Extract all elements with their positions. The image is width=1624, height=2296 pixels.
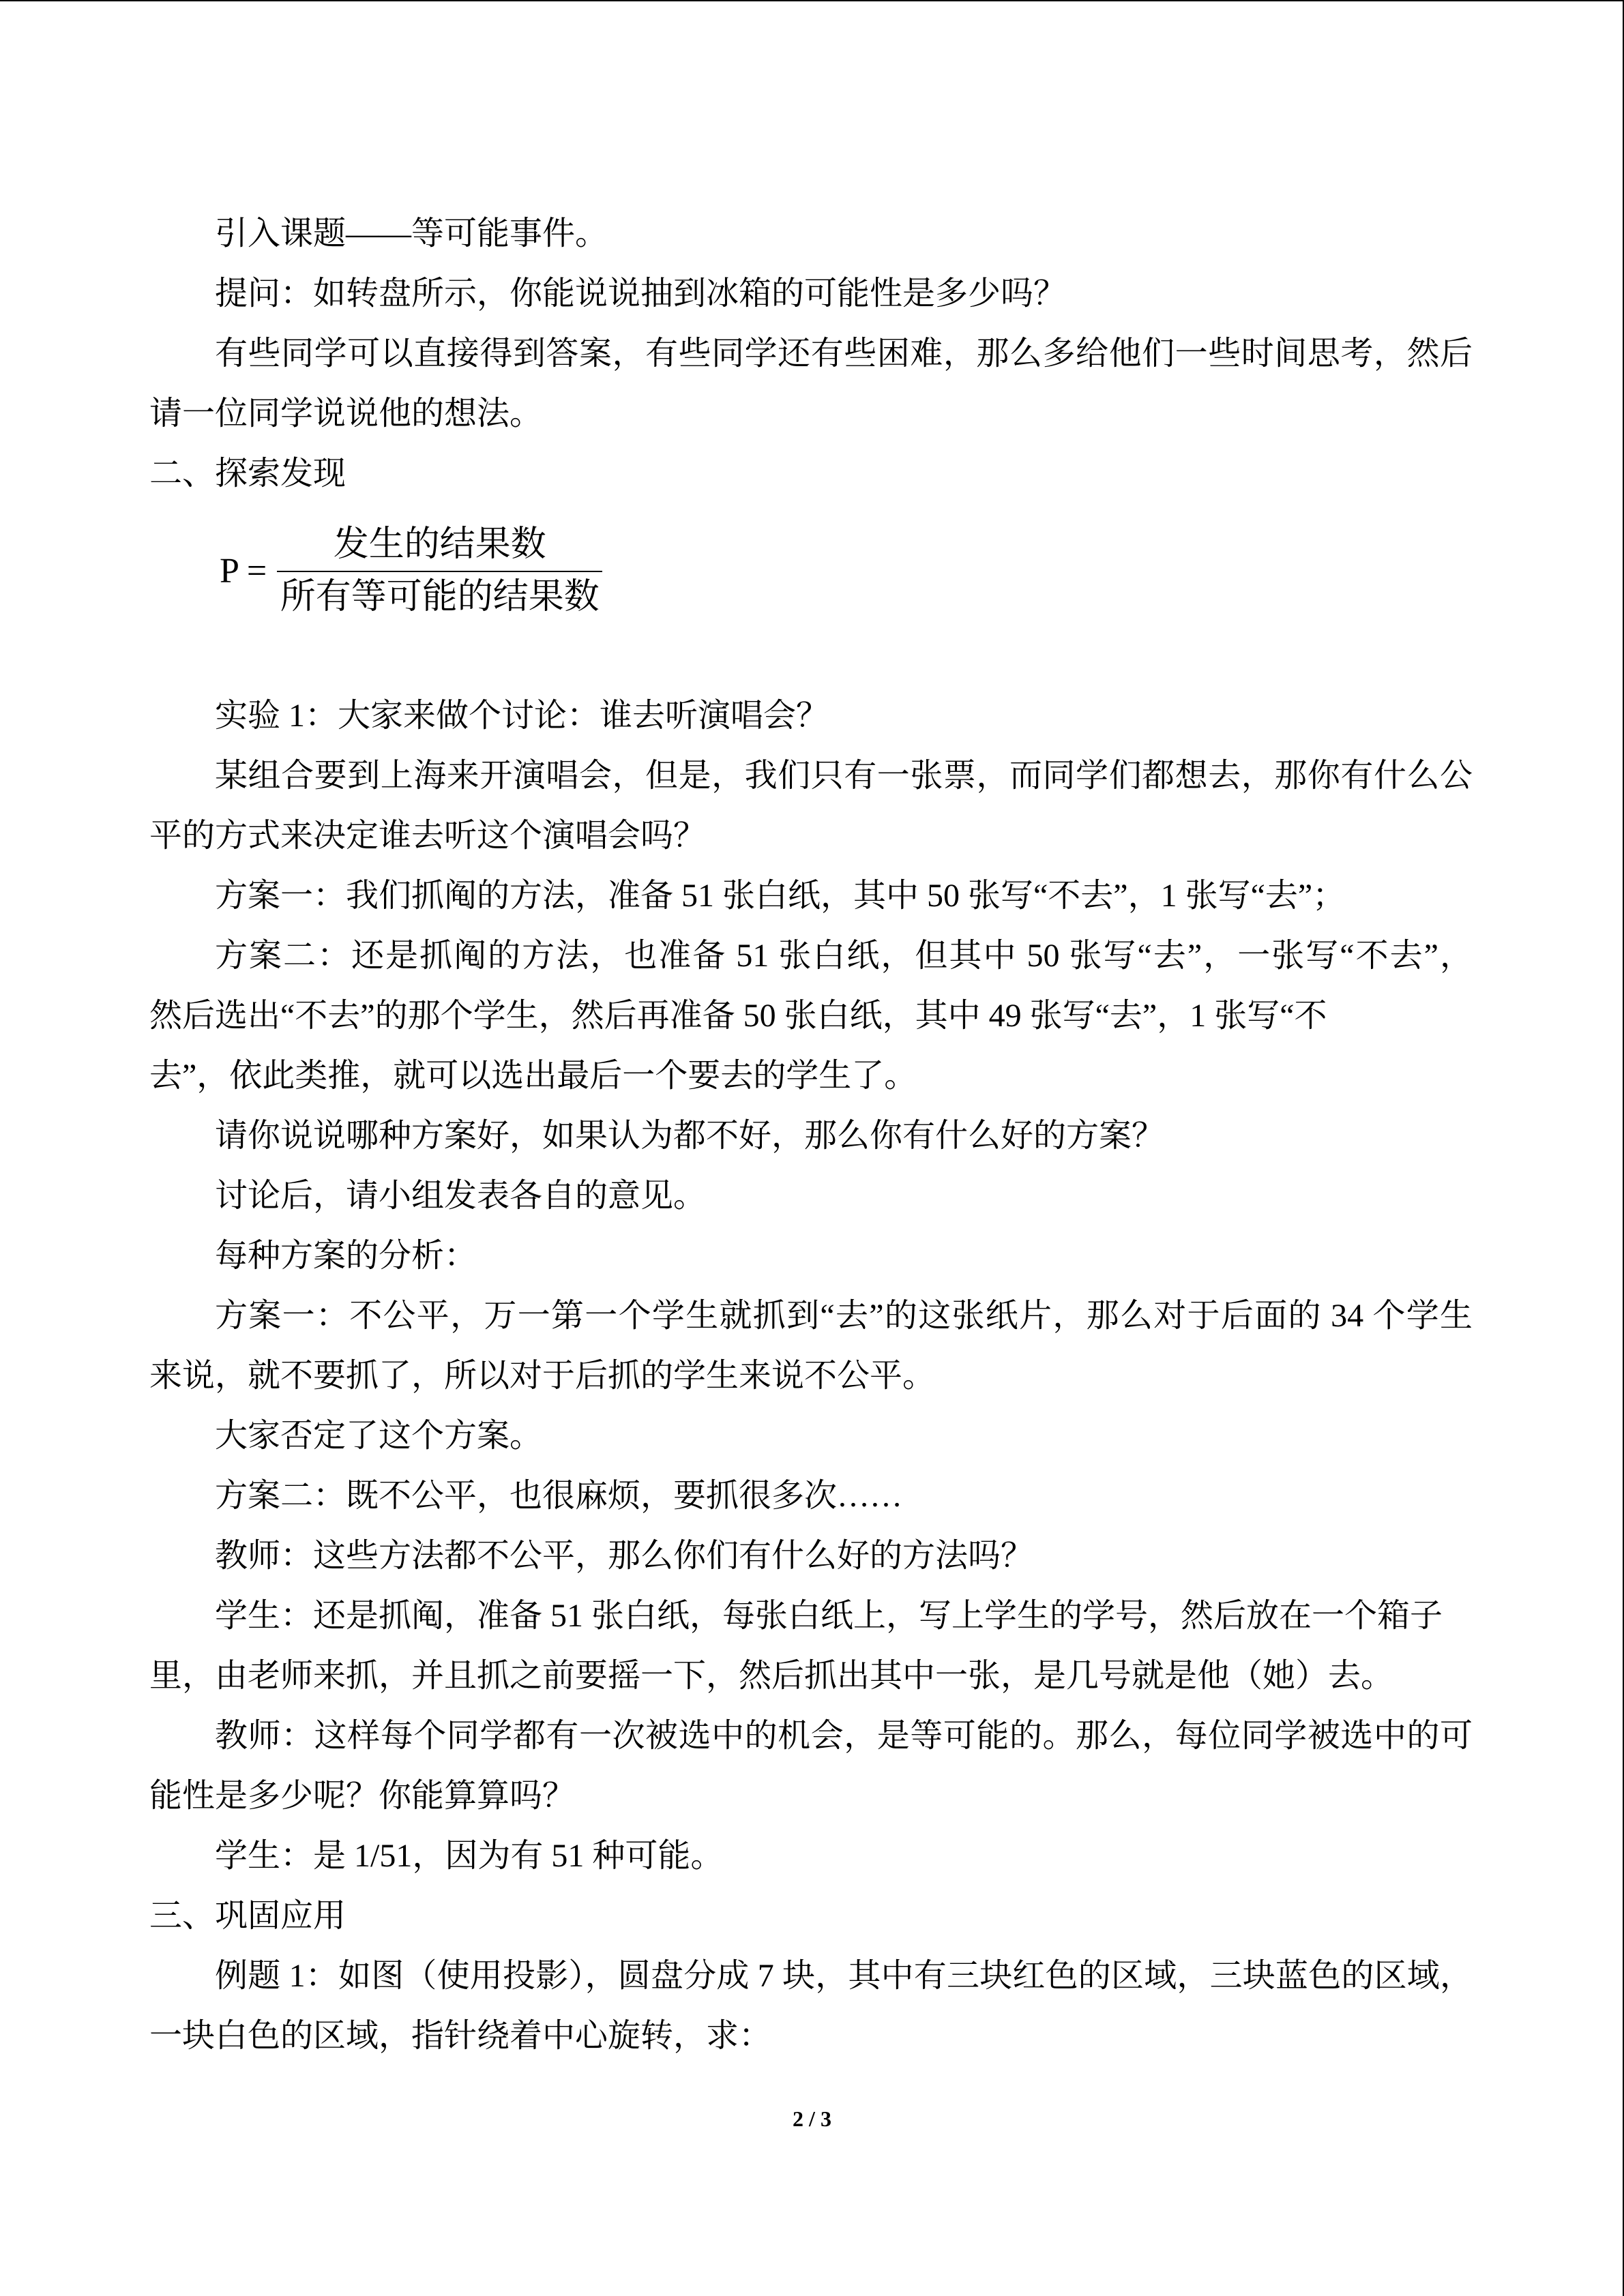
probability-formula (220, 522, 1473, 620)
paragraph-compare-plans (149, 1106, 1473, 1166)
paragraph-plan-1-rejected (149, 1406, 1473, 1466)
paragraph-line: 然后选出“不去”的那个学生，然后再准备 50 张白纸，其中 49 张写“去”，1 张写“不 (149, 998, 1327, 1034)
paragraph-student-thinking (149, 324, 1473, 444)
paragraph-line: 实验 1：大家来做个讨论：谁去听演唱会？ (215, 698, 829, 734)
paragraph-question (149, 264, 1473, 324)
paragraph-teacher-response (149, 1706, 1473, 1826)
paragraph-lesson-topic (149, 204, 1473, 264)
section-heading-apply: 三、巩固应用 (149, 1898, 346, 1934)
paragraph-line: 请一位同学说说他的想法。 (149, 396, 543, 432)
formula-numerator: 发生的结果数 (333, 525, 546, 564)
paragraph-plan-2-analysis (149, 1466, 1473, 1526)
paragraph-line: 学生：是 1/51，因为有 51 种可能。 (215, 1838, 724, 1874)
page-edge-top (0, 0, 1624, 1)
paragraph-line: 能性是多少呢？你能算算吗？ (149, 1778, 576, 1814)
paragraph-student-answer (149, 1826, 1473, 1886)
paragraph-line: 去”，依此类推，就可以选出最后一个要去的学生了。 (149, 1058, 917, 1094)
paragraph-line: 每种方案的分析： (215, 1238, 477, 1274)
paragraph-line: 学生：还是抓阄，准备 51 张白纸，每张白纸上，写上学生的学号，然后放在一个箱子 (215, 1598, 1443, 1634)
paragraph-line: 教师：这些方法都不公平，那么你们有什么好的方法吗？ (215, 1538, 1034, 1574)
paragraph-student-proposal (149, 1586, 1473, 1706)
paragraph-line: 一块白色的区域，指针绕着中心旋转，求： (149, 2018, 772, 2054)
paragraph-line: 方案二：还是抓阄的方法，也准备 51 张白纸，但其中 50 张写“去”，一张写“不去”， (215, 938, 1473, 974)
paragraph-plan-1-analysis (149, 1286, 1473, 1406)
formula-lhs: P (220, 551, 239, 591)
paragraph-line: 讨论后，请小组发表各自的意见。 (215, 1178, 707, 1214)
paragraph-line: 里，由老师来抓，并且抓之前要摇一下，然后抓出其中一张，是几号就是他（她）去。 (149, 1658, 1394, 1694)
paragraph-line: 有些同学可以直接得到答案，有些同学还有些困难，那么多给他们一些时间思考，然后 (215, 336, 1473, 372)
paragraph-line: 大家否定了这个方案。 (215, 1418, 543, 1454)
paragraph-teacher-question (149, 1526, 1473, 1586)
paragraph-line: 请你说说哪种方案好，如果认为都不好，那么你有什么好的方案？ (215, 1118, 1165, 1154)
page-number: 2 / 3 (793, 2106, 831, 2131)
paragraph-line: 方案二：既不公平，也很麻烦，要抓很多次…… (215, 1478, 903, 1514)
paragraph-line: 引入课题——等可能事件。 (215, 215, 608, 252)
formula-fraction (277, 522, 602, 620)
paragraph-experiment-1 (149, 686, 1473, 746)
paragraph-example-1 (149, 1946, 1473, 2066)
paragraph-line: 教师：这样每个同学都有一次被选中的机会，是等可能的。那么，每位同学被选中的可 (215, 1718, 1473, 1754)
paragraph-line: 某组合要到上海来开演唱会，但是，我们只有一张票，而同学们都想去，那你有什么公 (215, 758, 1473, 794)
page-body (149, 204, 1473, 2066)
formula-equals: = (246, 551, 267, 591)
paragraph-concert-scenario (149, 746, 1473, 866)
paragraph-line: 方案一：不公平，万一第一个学生就抓到“去”的这张纸片，那么对于后面的 34 个学生 (215, 1298, 1473, 1334)
paragraph-plan-2 (149, 926, 1473, 1106)
paragraph-plan-1 (149, 866, 1473, 926)
paragraph-line: 提问：如转盘所示，你能说说抽到冰箱的可能性是多少吗？ (215, 275, 1067, 312)
paragraph-analysis-intro (149, 1226, 1473, 1286)
paragraph-line: 例题 1：如图（使用投影），圆盘分成 7 块，其中有三块红色的区域，三块蓝色的区域， (215, 1958, 1473, 1994)
paragraph-line: 来说，就不要抓了，所以对于后抓的学生来说不公平。 (149, 1358, 936, 1394)
paragraph-group-discussion (149, 1166, 1473, 1226)
paragraph-line: 方案一：我们抓阄的方法，准备 51 张白纸，其中 50 张写“不去”，1 张写“去”； (215, 878, 1346, 914)
formula-denominator: 所有等可能的结果数 (280, 578, 600, 616)
paragraph-line: 平的方式来决定谁去听这个演唱会吗？ (149, 818, 707, 854)
section-heading-explore: 二、探索发现 (149, 456, 346, 492)
